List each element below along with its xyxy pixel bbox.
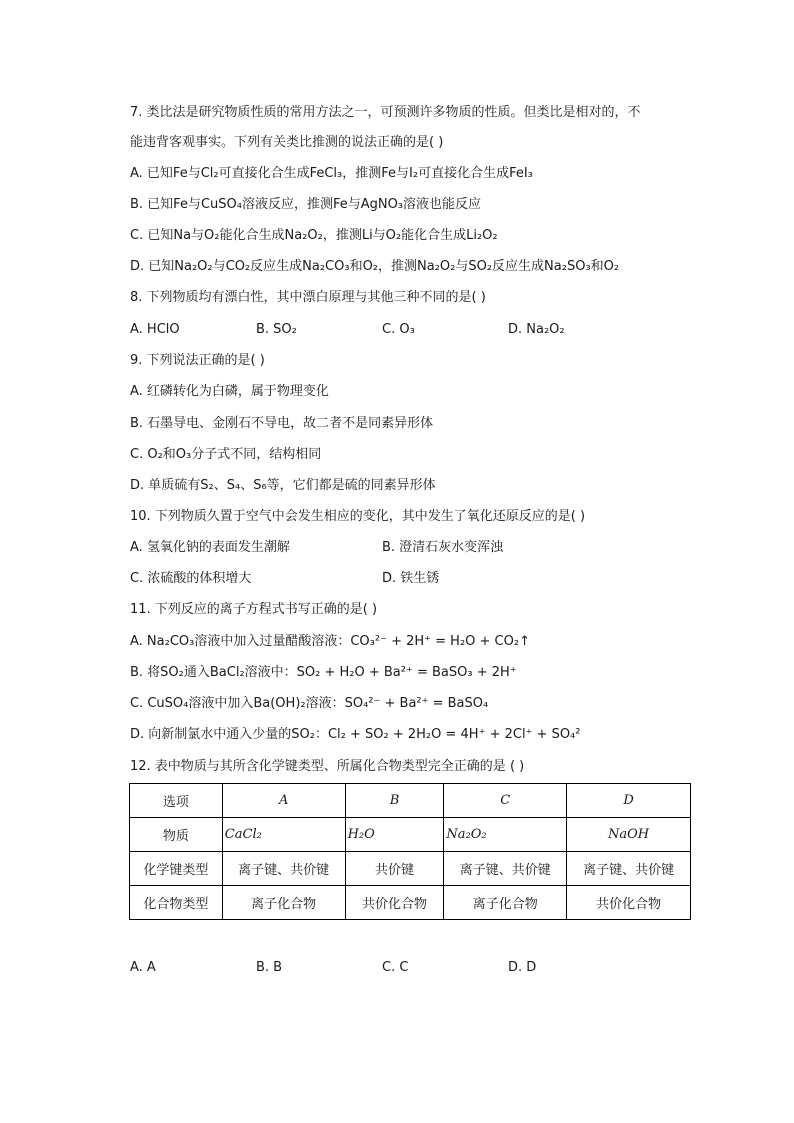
q10-option-b: B. 澄清石灰水变浑浊 (382, 540, 504, 555)
q7-option-c: C. 已知Na与O₂能化合生成Na₂O₂，推测Li与O₂能化合生成Li₂O₂ (130, 228, 498, 243)
table-row (130, 886, 691, 920)
q7-option-a: A. 已知Fe与Cl₂可直接化合生成FeCl₃，推测Fe与I₂可直接化合生成FeI₃ (130, 166, 533, 181)
q11-option-a: A. Na₂CO₃溶液中加入过量醋酸溶液：CO₃²⁻ + 2H⁺ = H₂O + CO₂↑ (130, 634, 530, 649)
q12-stem: 12. 表中物质与其所含化学键类型、所属化合物类型完全正确的是 ( ) (130, 759, 525, 774)
table-cell: 离子化合物 (222, 886, 345, 920)
table-cell: Na₂O₂ (444, 818, 567, 852)
table-cell: H₂O (345, 818, 444, 852)
q7-stem-line2: 能违背客观事实。下列有关类比推测的说法正确的是( ) (130, 135, 444, 150)
q9-stem: 9. 下列说法正确的是( ) (130, 353, 265, 368)
q8-stem: 8. 下列物质均有漂白性，其中漂白原理与其他三种不同的是( ) (130, 290, 486, 305)
q9-option-a: A. 红磷转化为白磷，属于物理变化 (130, 384, 329, 399)
q12-option-b: B. B (256, 960, 283, 975)
q7-option-b: B. 已知Fe与CuSO₄溶液反应，推测Fe与AgNO₃溶液也能反应 (130, 197, 482, 212)
table-cell: 化合物类型 (130, 886, 223, 920)
table-row (130, 818, 691, 852)
q10-option-c: C. 浓硫酸的体积增大 (130, 571, 252, 586)
q10-stem: 10. 下列物质久置于空气中会发生相应的变化，其中发生了氧化还原反应的是( ) (130, 509, 586, 524)
table-cell: 化学键类型 (130, 852, 223, 886)
table-header-cell: A (222, 784, 345, 818)
q7-option-d: D. 已知Na₂O₂与CO₂反应生成Na₂CO₃和O₂，推测Na₂O₂与SO₂反应生成Na₂SO₃和O₂ (130, 259, 620, 274)
q12-option-c: C. C (382, 960, 409, 975)
table-cell: CaCl₂ (222, 818, 345, 852)
table-header-cell: C (444, 784, 567, 818)
table-cell: 共价键 (345, 852, 444, 886)
q10-option-d: D. 铁生锈 (382, 571, 440, 586)
q8-option-c: C. O₃ (382, 322, 415, 337)
table-cell: 离子化合物 (444, 886, 567, 920)
q11-stem: 11. 下列反应的离子方程式书写正确的是( ) (130, 602, 378, 617)
q11-option-b: B. 将SO₂通入BaCl₂溶液中：SO₂ + H₂O + Ba²⁺ = BaSO₃ + 2H⁺ (130, 665, 517, 680)
q12-option-d: D. D (508, 960, 537, 975)
table-header-row (130, 784, 691, 818)
q9-option-b: B. 石墨导电、金刚石不导电，故二者不是同素异形体 (130, 416, 434, 431)
q12-option-a: A. A (130, 960, 156, 975)
table-cell: 物质 (130, 818, 223, 852)
table-header-cell: 选项 (130, 784, 223, 818)
table-header-cell: D (567, 784, 691, 818)
table-cell: 离子键、共价键 (222, 852, 345, 886)
q9-option-c: C. O₂和O₃分子式不同，结构相同 (130, 447, 322, 462)
q11-option-c: C. CuSO₄溶液中加入Ba(OH)₂溶液：SO₄²⁻ + Ba²⁺ = BaSO₄ (130, 696, 489, 711)
q8-option-a: A. HClO (130, 322, 180, 337)
table-cell: 离子键、共价键 (444, 852, 567, 886)
q11-option-d: D. 向新制氯水中通入少量的SO₂：Cl₂ + SO₂ + 2H₂O = 4H⁺ + 2Cl⁺ + SO₄² (130, 727, 581, 742)
table-row (130, 852, 691, 886)
table-cell: 共价化合物 (567, 886, 691, 920)
q10-option-a: A. 氢氧化钠的表面发生潮解 (130, 540, 290, 555)
q12-table (129, 783, 691, 920)
q7-stem-line1: 7. 类比法是研究物质性质的常用方法之一，可预测许多物质的性质。但类比是相对的，不 (130, 105, 641, 120)
table-cell: 离子键、共价键 (567, 852, 691, 886)
table-cell: NaOH (567, 818, 691, 852)
q8-option-b: B. SO₂ (256, 322, 297, 337)
table-cell: 共价化合物 (345, 886, 444, 920)
q9-option-d: D. 单质硫有S₂、S₄、S₆等，它们都是硫的同素异形体 (130, 478, 436, 493)
q8-option-d: D. Na₂O₂ (508, 322, 565, 337)
table-header-cell: B (345, 784, 444, 818)
